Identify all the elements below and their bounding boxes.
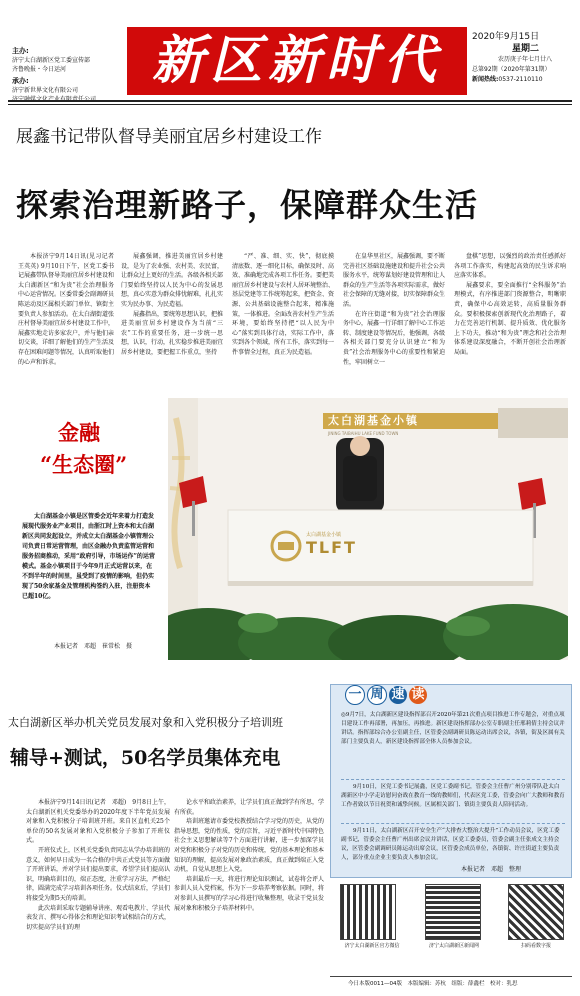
qr-code[interactable]	[425, 884, 481, 940]
organizer-line: 济宁新世界文化有限公司	[12, 87, 79, 94]
lead-column	[343, 252, 445, 392]
weekly-title-char: 一	[345, 685, 365, 705]
training-kicker: 太白湖新区举办机关党员发展对象和入党积极分子培训班	[8, 716, 283, 729]
weekday: 星期二	[512, 44, 540, 54]
weekly-divider	[341, 779, 565, 780]
paragraph: 此次培训采取专题辅导讲座、观看电教片、学员代表发言、撰写心得体会和理论知识考试相结合的方式，切实提高学员们的理	[26, 904, 170, 931]
paragraph: 在皇华里社区，展鑫强调，要不断完善社区基础设施建设和提升社会公共服务水平，统筹谋划好建设管理和让人群众的生产生活等各项实际需求，做好社会保障的无缝对接，切实保障群众生活。	[343, 253, 445, 308]
sponsor-block	[12, 46, 132, 104]
finance-title-line1: 金融	[58, 420, 100, 445]
lunar-date: 农历庚子年七月廿八	[498, 56, 553, 63]
photo-sign-text: 太白湖基金小镇	[328, 414, 419, 427]
footer-rule	[330, 976, 572, 977]
weekly-divider	[341, 823, 565, 824]
paragraph: 在许庄街道“和为贵”社会治理服务中心，展鑫一行详细了解中心工作运转、制度建设等情况后，他强调，各级各相关部门要充分认识建立“和为贵”社会治理服务中心的重要性和紧迫性，牢固树立一	[343, 310, 445, 366]
lead-headline: 探索治理新路子，保障群众生活	[16, 186, 479, 224]
paragraph: “严、准、细、实、快”，彻底摸清底数、逐一细化目标，确保及时、高效、准确地完成各项工作任务。要把美丽宜居乡村建设与农村人居环境整治、基层党建等工作统筹起来，把资金、资源、公共基础设施整合起来，精准施策，一体推进。全面改善农村生产生活环境，要始终坚持把“以人民为中心”落实到具体行动，实际工作中，落实到各个领域，所有工作，落实到每一件事情全过程，真正为民造福。	[232, 253, 334, 356]
masthead	[0, 0, 580, 96]
training-headline: 辅导+测试，50名学员集体充电	[10, 747, 281, 769]
finance-title-line2: “生态圈”	[40, 452, 128, 477]
issue-date: 2020年9月15日	[472, 32, 540, 42]
qr-code[interactable]	[340, 884, 396, 940]
weekly-item: 9月11日，太白湖新区召开安全生产“大排查大整治大提升”工作动员会议，区党工委副书记，管委会主任曹广州出席会议并讲话，区党工委委员，管委会副主任张成文主持会议，区管委会副调研员陈运动出席会议，区管委会成员单位，各镇街、许庄街道主要负责人，部分重点企业主要负责人参加会议。	[341, 828, 560, 861]
hotline-number: 0537-2110110	[498, 76, 543, 83]
lead-kicker: 展鑫书记带队督导美丽宜居乡村建设工作	[16, 127, 322, 147]
lead-column	[232, 252, 334, 392]
photo-sign-sub: JINING TAIBAIHU LAKE FUND TOWN	[328, 431, 399, 436]
issue-number: 总第92期（2020年第31期）	[472, 66, 551, 73]
lead-column	[454, 252, 566, 392]
photo-illustration	[168, 398, 568, 660]
photo-desk-brand: TLFT	[306, 538, 357, 557]
paragraph: 论水平和政治素养，让学员们真正做到学有所思，学有所获。	[174, 799, 324, 816]
paragraph: 本报济宁9月14日讯(记者 邓超) 9月8日上午，太白湖新区机关党委举办的2020年度下半年党员发展对象和入党积极分子培训班开班。来自区直机关25个单位的50名发展对象和入党积极分子参加了开班仪式。	[26, 799, 170, 845]
footer-text: 今日本版0011—04版 本版编辑：苏杭 组版：薛鑫栏 校对：乳思	[348, 981, 518, 987]
finance-byline: 本报记者 邓超 崔常松 摄	[54, 643, 133, 650]
weekly-item: ◎9月7日，太白湖新区建设指挥部召开2020年第21次重点项目推进工作专题会，对重点项目建设工作再部署，再加压，再推进。新区建设指挥部办公室专职副主任邢莉倩主持会议并讲话。指挥部综合办公室副主任，区管委会副调研员陈运动出席会议，各镇，街及区属有关部门主要负责人，新区建设指挥部全体人员参加会议。	[341, 712, 565, 745]
photo-desk-brand-cn: 太白湖基金小镇	[306, 532, 342, 538]
sponsor-line: 济宁太白湖新区党工委宣传部	[12, 57, 91, 64]
fund-town-photo	[168, 398, 568, 660]
date-block	[472, 31, 577, 85]
organizer-label: 承办:	[12, 77, 29, 85]
paragraph: 开班仪式上，区机关党委负责同志从学办培训班的意义，如何早日成为一名合格的中共正式党员等方面做了开班讲话，并对学员们提出要求，希望学员们提高认识，明确培训目的，端正态度，注重学习方法，严格纪律，圆满完成学习培训各项任务。仪式结束后，学员们将接受为期5天的培训。	[26, 846, 170, 902]
finance-body: 太白湖基金小镇是区管委会近年来着力打造发展现代服务业产业项目，由浙江时上资本和太白湖新区共同发起设立，并成立太白湖基金小镇管理公司负责日常运营管理，由区金融办负责监管运营和服务招商推动，采用“政府引导，市场运作”的运营模式。基金小镇项目于今年9月正式运营以来，在不到半年的时间里，虽受到了疫情的影响，但仍实现了50余家基金及管理机构签约入驻，注册资本已超10亿。	[22, 513, 155, 600]
qr-code[interactable]	[508, 884, 564, 940]
paragraph: 展鑫要求，要全面推行“全科服务”治理模式，有序推进部门资源整合，明晰职责，确保中心高效运转，高质量服务群众。要积极探索创新现代化治理路子，着力在完善运行机制、提升质效、优化服务上下功夫，推动“和为贵”理念和社会治理体系建设深度融合，不断开创社会治理新局面。	[454, 281, 566, 356]
qr-label: 济宁太白湖新区新闻网	[428, 943, 479, 949]
sponsor-label: 主办:	[12, 47, 29, 55]
qr-block	[332, 884, 572, 964]
lead-column	[121, 252, 223, 392]
weekly-title-char: 速	[389, 686, 407, 704]
weekly-byline: 本报记者 邓超 整理	[461, 866, 522, 873]
paragraph: 本报济宁9月14日讯(见习记者 王英英) 9月10日下午，区党工委书记展鑫带队督导美丽宜居乡村建设和太白湖新区“和为贵”社会治理服务中心运营情况。区委常委会副调研员陈运动及区属相关部门单位、镇街主要负责人参加活动。在太白湖街道张庄村督导美丽宜居乡村建设工作中，展鑫实地走访多家农户，并与他们亲切交谈，详细了解他们的生产生活及存在困难问题等情况，认真听取他们的心声和诉求。	[18, 253, 114, 366]
paragraph: 培训最后一天，将进行理论知识测试，试卷将会评人参训人员入党档案，作为下一步培养考察依据。同时，将对参训人员撰写的学习心得进行收集整理，收录干党员发展对象和积极分子培养材料中。	[174, 875, 324, 912]
masthead-rule-thin	[8, 104, 572, 105]
hotline-label: 新闻热线:	[472, 76, 499, 83]
weekly-item: 9月10日，区党工委书记展鑫，区党工委副书记，管委会主任曹广州分别带队赴太白湖新区中小学走访慰问奋战在教育一线的教师们，代表区党工委，管委会向广大教师和教育工作者致以节日祝贺和诚挚问候。区属相关部门、镇街主要负责人陪同活动。	[341, 784, 565, 808]
masthead-rule	[8, 100, 572, 102]
weekly-title-char: 周	[367, 685, 387, 705]
paragraph: 盘棋”思想，以强烈的政治责任感抓好各项工作落实，构建起高效的民生诉求响应落实体系。	[454, 253, 566, 280]
paragraph: 展鑫指出，要统筹思想认识，把推进美丽宜居乡村建设作为当前“三农”工作的重要任务，进一步统一思想，认识，行动，扎实稳步推进美丽宜居乡村建设，要把握工作重点，坚持	[121, 310, 223, 356]
training-column	[174, 798, 324, 986]
qr-label: 济宁太白湖新区官方微信	[344, 943, 400, 949]
logo-banner	[127, 27, 467, 95]
paragraph: 培训班邀请市委党校教授结合学习党的历史，从党的指导思想，党的性质，党的宗旨，习近平新时代中国特色社会主义思想解读等7个方面进行讲解，进一步加深学员对党和积极分子对党的历史和传统，党的基本理论和基本知识的理解，提高发展对象政治素质，真正做到端正入党动机，自觉从思想上入党。	[174, 818, 324, 874]
weekly-title-char: 读	[409, 686, 427, 704]
training-column	[26, 798, 170, 986]
qr-label: 扫码看数字报	[520, 943, 551, 949]
weekly-title	[345, 683, 427, 709]
finance-sidebar	[14, 402, 160, 660]
logo-text: 新区新时代	[151, 30, 442, 91]
sponsor-line: 齐鲁晚报・今日运河	[12, 66, 67, 73]
lead-column	[18, 252, 114, 392]
paragraph: 展鑫强调，推进美丽宜居乡村建设，是为了农业强、农村美、农民富，让群众过上更好的生活。各级各相关部门要始终坚持以人民为中心的发展思想，真心实意为群众排忧解难，扎扎实实为民办事、为民造福。	[121, 253, 223, 308]
weekly-box	[330, 684, 572, 878]
